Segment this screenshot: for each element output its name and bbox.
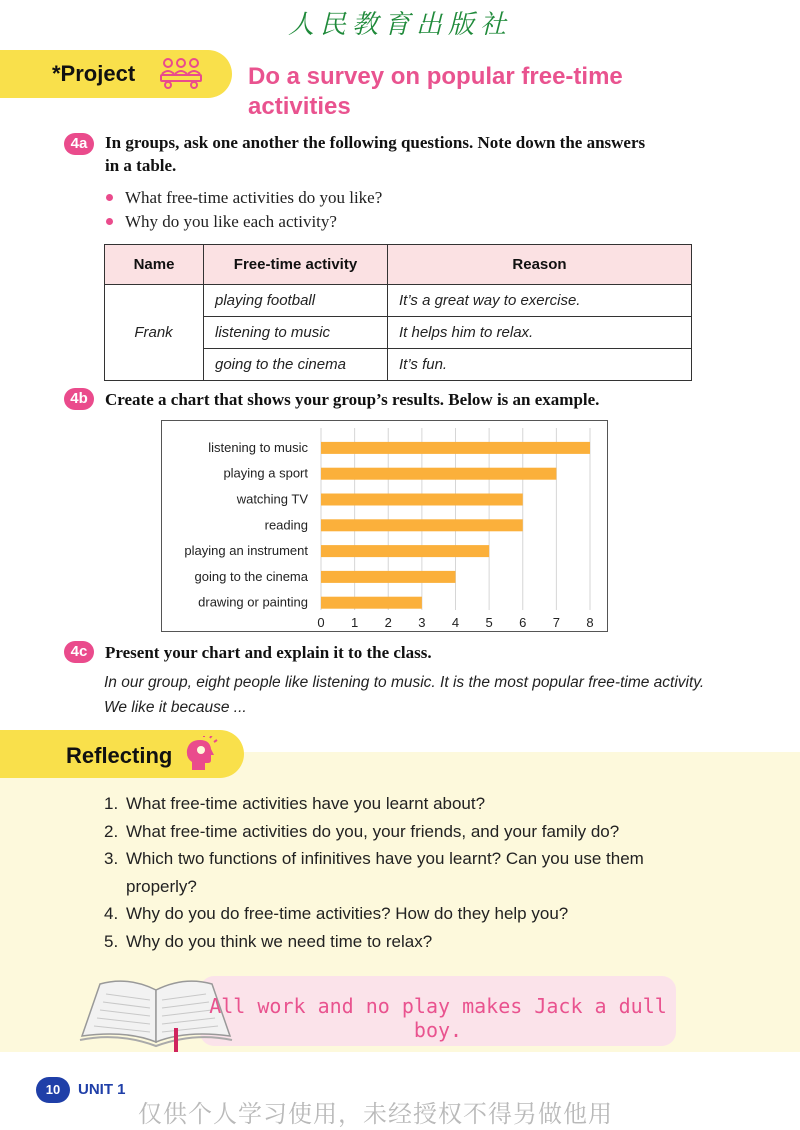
question-item: [106, 212, 337, 232]
bar-chart: [161, 420, 608, 632]
list-item: [104, 845, 684, 900]
unit-label: UNIT 1: [78, 1081, 126, 1098]
project-title: [248, 62, 768, 122]
example-answer: [104, 670, 724, 720]
bar: [321, 442, 590, 454]
item-text: What free-time activities have you learnt about?: [126, 794, 486, 813]
x-tick-label: 7: [552, 615, 560, 630]
category-label: reading: [264, 517, 308, 533]
x-tick-label: 8: [586, 615, 594, 630]
category-label: playing an instrument: [184, 543, 308, 559]
category-label: drawing or painting: [198, 594, 308, 610]
example-line2: We like it because ...: [104, 699, 247, 716]
step-badge-4c: 4c: [64, 641, 94, 663]
bar: [321, 494, 523, 506]
quote-text: All work and no play makes Jack a dull boy.: [209, 994, 667, 1042]
table-cell-activity: playing football: [204, 285, 388, 317]
question-text: What free-time activities do you like?: [125, 188, 383, 207]
table-cell-activity: going to the cinema: [204, 349, 388, 381]
bar: [321, 519, 523, 531]
bullet-icon: [106, 218, 113, 225]
bar: [321, 468, 556, 480]
list-item: [104, 818, 684, 846]
item-number: 2.: [104, 821, 119, 841]
reflecting-questions: [104, 790, 684, 956]
x-tick-label: 4: [451, 615, 460, 630]
step-4a-line1: In groups, ask one another the following questions. Note down the answers: [105, 133, 646, 152]
step-4c-instruction: Present your chart and explain it to the class.: [105, 643, 432, 662]
item-number: 3.: [104, 849, 119, 869]
list-item: [104, 790, 684, 818]
list-item: [104, 928, 684, 956]
project-title-line1: Do a survey on popular free-time: [248, 63, 623, 90]
thinking-head-icon: [184, 736, 218, 779]
category-label: listening to music: [208, 439, 308, 455]
watermark: 仅供个人学习使用，未经授权不得另做他用: [138, 1100, 613, 1128]
x-tick-label: 3: [418, 615, 426, 630]
reflecting-label: Reflecting: [66, 743, 173, 768]
table-cell-activity: listening to music: [204, 317, 388, 349]
x-tick-label: 0: [317, 615, 325, 630]
step-badge-4b: 4b: [64, 388, 94, 410]
table-cell-reason: It helps him to relax.: [388, 317, 692, 349]
item-text: Which two functions of infinitives have you learnt? Can you use them properly?: [126, 849, 644, 896]
table-header-activity: Free-time activity: [204, 245, 388, 285]
x-tick-label: 5: [485, 615, 493, 630]
table-row: [105, 285, 692, 317]
step-4a-instruction: [105, 131, 705, 177]
item-number: 4.: [104, 904, 119, 924]
bar: [321, 597, 422, 609]
example-line1: In our group, eight people like listening to music. It is the most popular free-time activity.: [104, 674, 705, 691]
project-label: *Project: [52, 61, 136, 86]
category-label: watching TV: [236, 491, 308, 507]
item-text: What free-time activities do you, your friends, and your family do?: [126, 821, 620, 841]
x-tick-label: 2: [384, 615, 392, 630]
table-header-name: Name: [105, 245, 204, 285]
table-cell-reason: It’s fun.: [388, 349, 692, 381]
publisher-logo: 人民教育出版社: [287, 10, 512, 40]
step-4b-instruction: Create a chart that shows your group’s results. Below is an example.: [105, 390, 600, 409]
item-text: Why do you do free-time activities? How do they help you?: [126, 904, 569, 924]
bar: [321, 571, 456, 583]
bar: [321, 545, 489, 557]
x-tick-label: 6: [519, 615, 527, 630]
group-icon: [158, 56, 204, 97]
category-label: going to the cinema: [194, 568, 308, 584]
step-badge-4a: 4a: [64, 133, 94, 155]
category-label: playing a sport: [223, 465, 308, 481]
list-item: [104, 900, 684, 928]
table-cell-reason: It’s a great way to exercise.: [388, 285, 692, 317]
item-number: 5.: [104, 931, 119, 951]
table-header-reason: Reason: [388, 245, 692, 285]
table-cell-name: Frank: [105, 285, 204, 381]
survey-table: [104, 244, 692, 381]
x-tick-label: 1: [351, 615, 359, 630]
project-title-line2: activities: [248, 93, 351, 120]
item-text: Why do you think we need time to relax?: [126, 931, 433, 951]
bullet-icon: [106, 194, 113, 201]
page-number: 10: [36, 1077, 70, 1103]
item-number: 1.: [104, 794, 119, 813]
step-4a-line2: in a table.: [105, 156, 177, 175]
question-item: [106, 188, 382, 208]
question-text: Why do you like each activity?: [125, 212, 337, 231]
